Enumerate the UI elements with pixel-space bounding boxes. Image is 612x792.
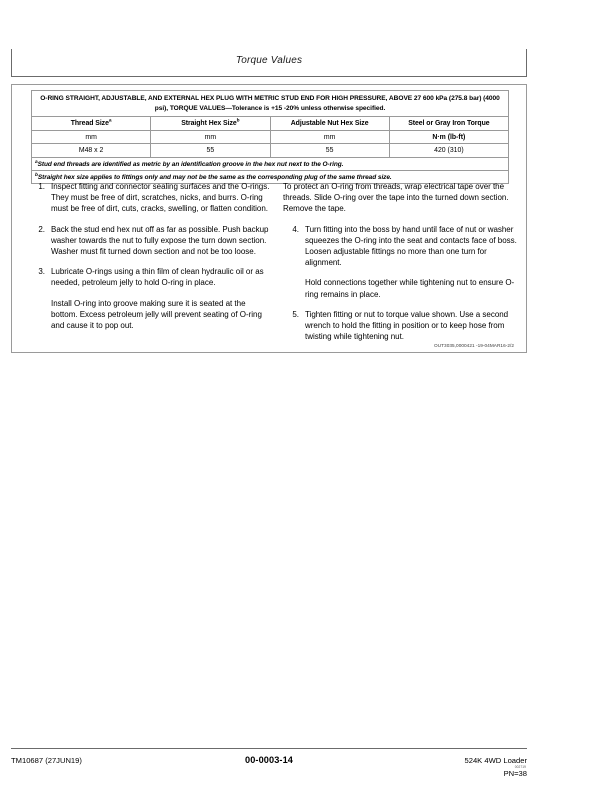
footer-machine-model: 524K 4WD Loader <box>464 756 527 765</box>
column-header-adjustable-nut-hex-size: Adjustable Nut Hex Size <box>270 117 389 131</box>
unit-adjustable-nut-hex-size: mm <box>270 131 389 144</box>
content-frame <box>11 84 527 353</box>
table-footnote-a: $^a$Stud end threads are identified as metric by an identification groove in the hex nut next to the O-ring. <box>32 158 509 171</box>
step-text-4: Turn fitting into the boss by hand until face of nut or washer squeezes the O-ring into the seat and contacts face of boss. Loosen adjustable fittings no more than one turn for alignment. <box>305 224 517 268</box>
page-footer <box>11 748 527 778</box>
step-number-1: 1. <box>38 182 45 191</box>
unit-straight-hex-size: mm <box>151 131 270 144</box>
table-caption: O-RING STRAIGHT, ADJUSTABLE, AND EXTERNAL HEX PLUG WITH METRIC STUD END FOR HIGH PRESSURE, ABOVE 27 600 kPa (275.8 bar) (4000 psi), TORQUE VALUES—Tolerance is +15 -20% unless otherwise specified. <box>32 91 509 117</box>
instruction-step-3-continuation-2: To protect an O-ring from threads, wrap electrical tape over the threads. Slide O-ring over the tape into the turned down section. Remove the tape. <box>283 182 509 214</box>
instruction-column-left <box>29 181 274 340</box>
step-text-2: Back the stud end hex nut off as far as possible. Push backup washer towards the nut to fully expose the turn down section. Washer must fit turned down section and not be too loose. <box>51 224 269 257</box>
footer-pn: PN=38 <box>503 769 527 778</box>
footnote-label-a: a <box>35 159 38 165</box>
step-number-3: 3. <box>38 267 45 277</box>
instruction-step-1 <box>29 181 274 215</box>
unit-torque: N·m (lb-ft) <box>389 131 508 144</box>
cell-thread-size: M48 x 2 <box>32 144 151 158</box>
table-units-row <box>32 131 509 144</box>
table-caption-row <box>32 91 509 117</box>
step-text-5: Tighten fitting or nut to torque value shown. Use a second wrench to hold the fitting in position or to keep hose from twisting while tightening nut. <box>305 309 509 342</box>
footnote-marker-b: b <box>236 118 240 124</box>
table-footnote-row-a <box>32 158 509 171</box>
footer-manual-id: TM10687 (27JUN19) <box>11 756 82 765</box>
instruction-step-4 <box>283 224 520 269</box>
table-footnote-b: $^b$Straight hex size applies to fittings only and may not be the same as the corresponding plug of the same thread size. <box>32 171 509 184</box>
footer-tiny-mark: 002719 <box>514 765 526 769</box>
instruction-step-3-continuation: Install O-ring into groove making sure it is seated at the bottom. Excess petroleum jelly will prevent seating of O-ring and cause it to pop out. <box>51 298 262 331</box>
instruction-step-5 <box>283 309 520 343</box>
instruction-step-4-continuation: Hold connections together while tightening nut to ensure O-ring remains in place. <box>305 278 515 299</box>
page-title: Torque Values <box>235 55 303 66</box>
cell-torque: 420 (310) <box>389 144 508 158</box>
column-header-thread-size: Thread Size$^a$ <box>32 117 151 131</box>
footer-page-number: 00-0003-14 <box>245 755 293 765</box>
step-text-3: Lubricate O-rings using a thin film of clean hydraulic oil or as needed, petroleum jelly to hold O-ring in place. <box>51 267 264 288</box>
step-number-4: 4. <box>292 224 299 234</box>
step-text-1: Inspect fitting and connector sealing surfaces and the O-rings. They must be free of dirt, scratches, nicks, and burrs. O-ring must be free of dirt, cuts, cracks, swelling, or flatten condition. <box>51 182 270 214</box>
document-reference-code: OUT3035,0000421 -19-04MAR16-2/2 <box>434 343 514 348</box>
instruction-step-2 <box>29 224 274 258</box>
cell-straight-hex-size: 55 <box>151 144 270 158</box>
step-number-5: 5. <box>292 309 299 319</box>
unit-thread-size: mm <box>32 131 151 144</box>
table-row <box>32 144 509 158</box>
column-header-steel-or-gray-iron-torque: Steel or Gray Iron Torque <box>389 117 508 131</box>
instruction-column-right <box>283 181 520 351</box>
column-header-straight-hex-size: Straight Hex Size$^b$ <box>151 117 270 131</box>
page-running-header <box>11 49 527 77</box>
step-number-2: 2. <box>38 224 45 234</box>
footnote-marker-a: a <box>108 118 112 124</box>
footnote-label-b: b <box>35 172 38 178</box>
table-header-row <box>32 117 509 131</box>
cell-adjustable-nut-hex-size: 55 <box>270 144 389 158</box>
torque-values-table <box>31 90 509 184</box>
instruction-step-3 <box>29 266 274 288</box>
